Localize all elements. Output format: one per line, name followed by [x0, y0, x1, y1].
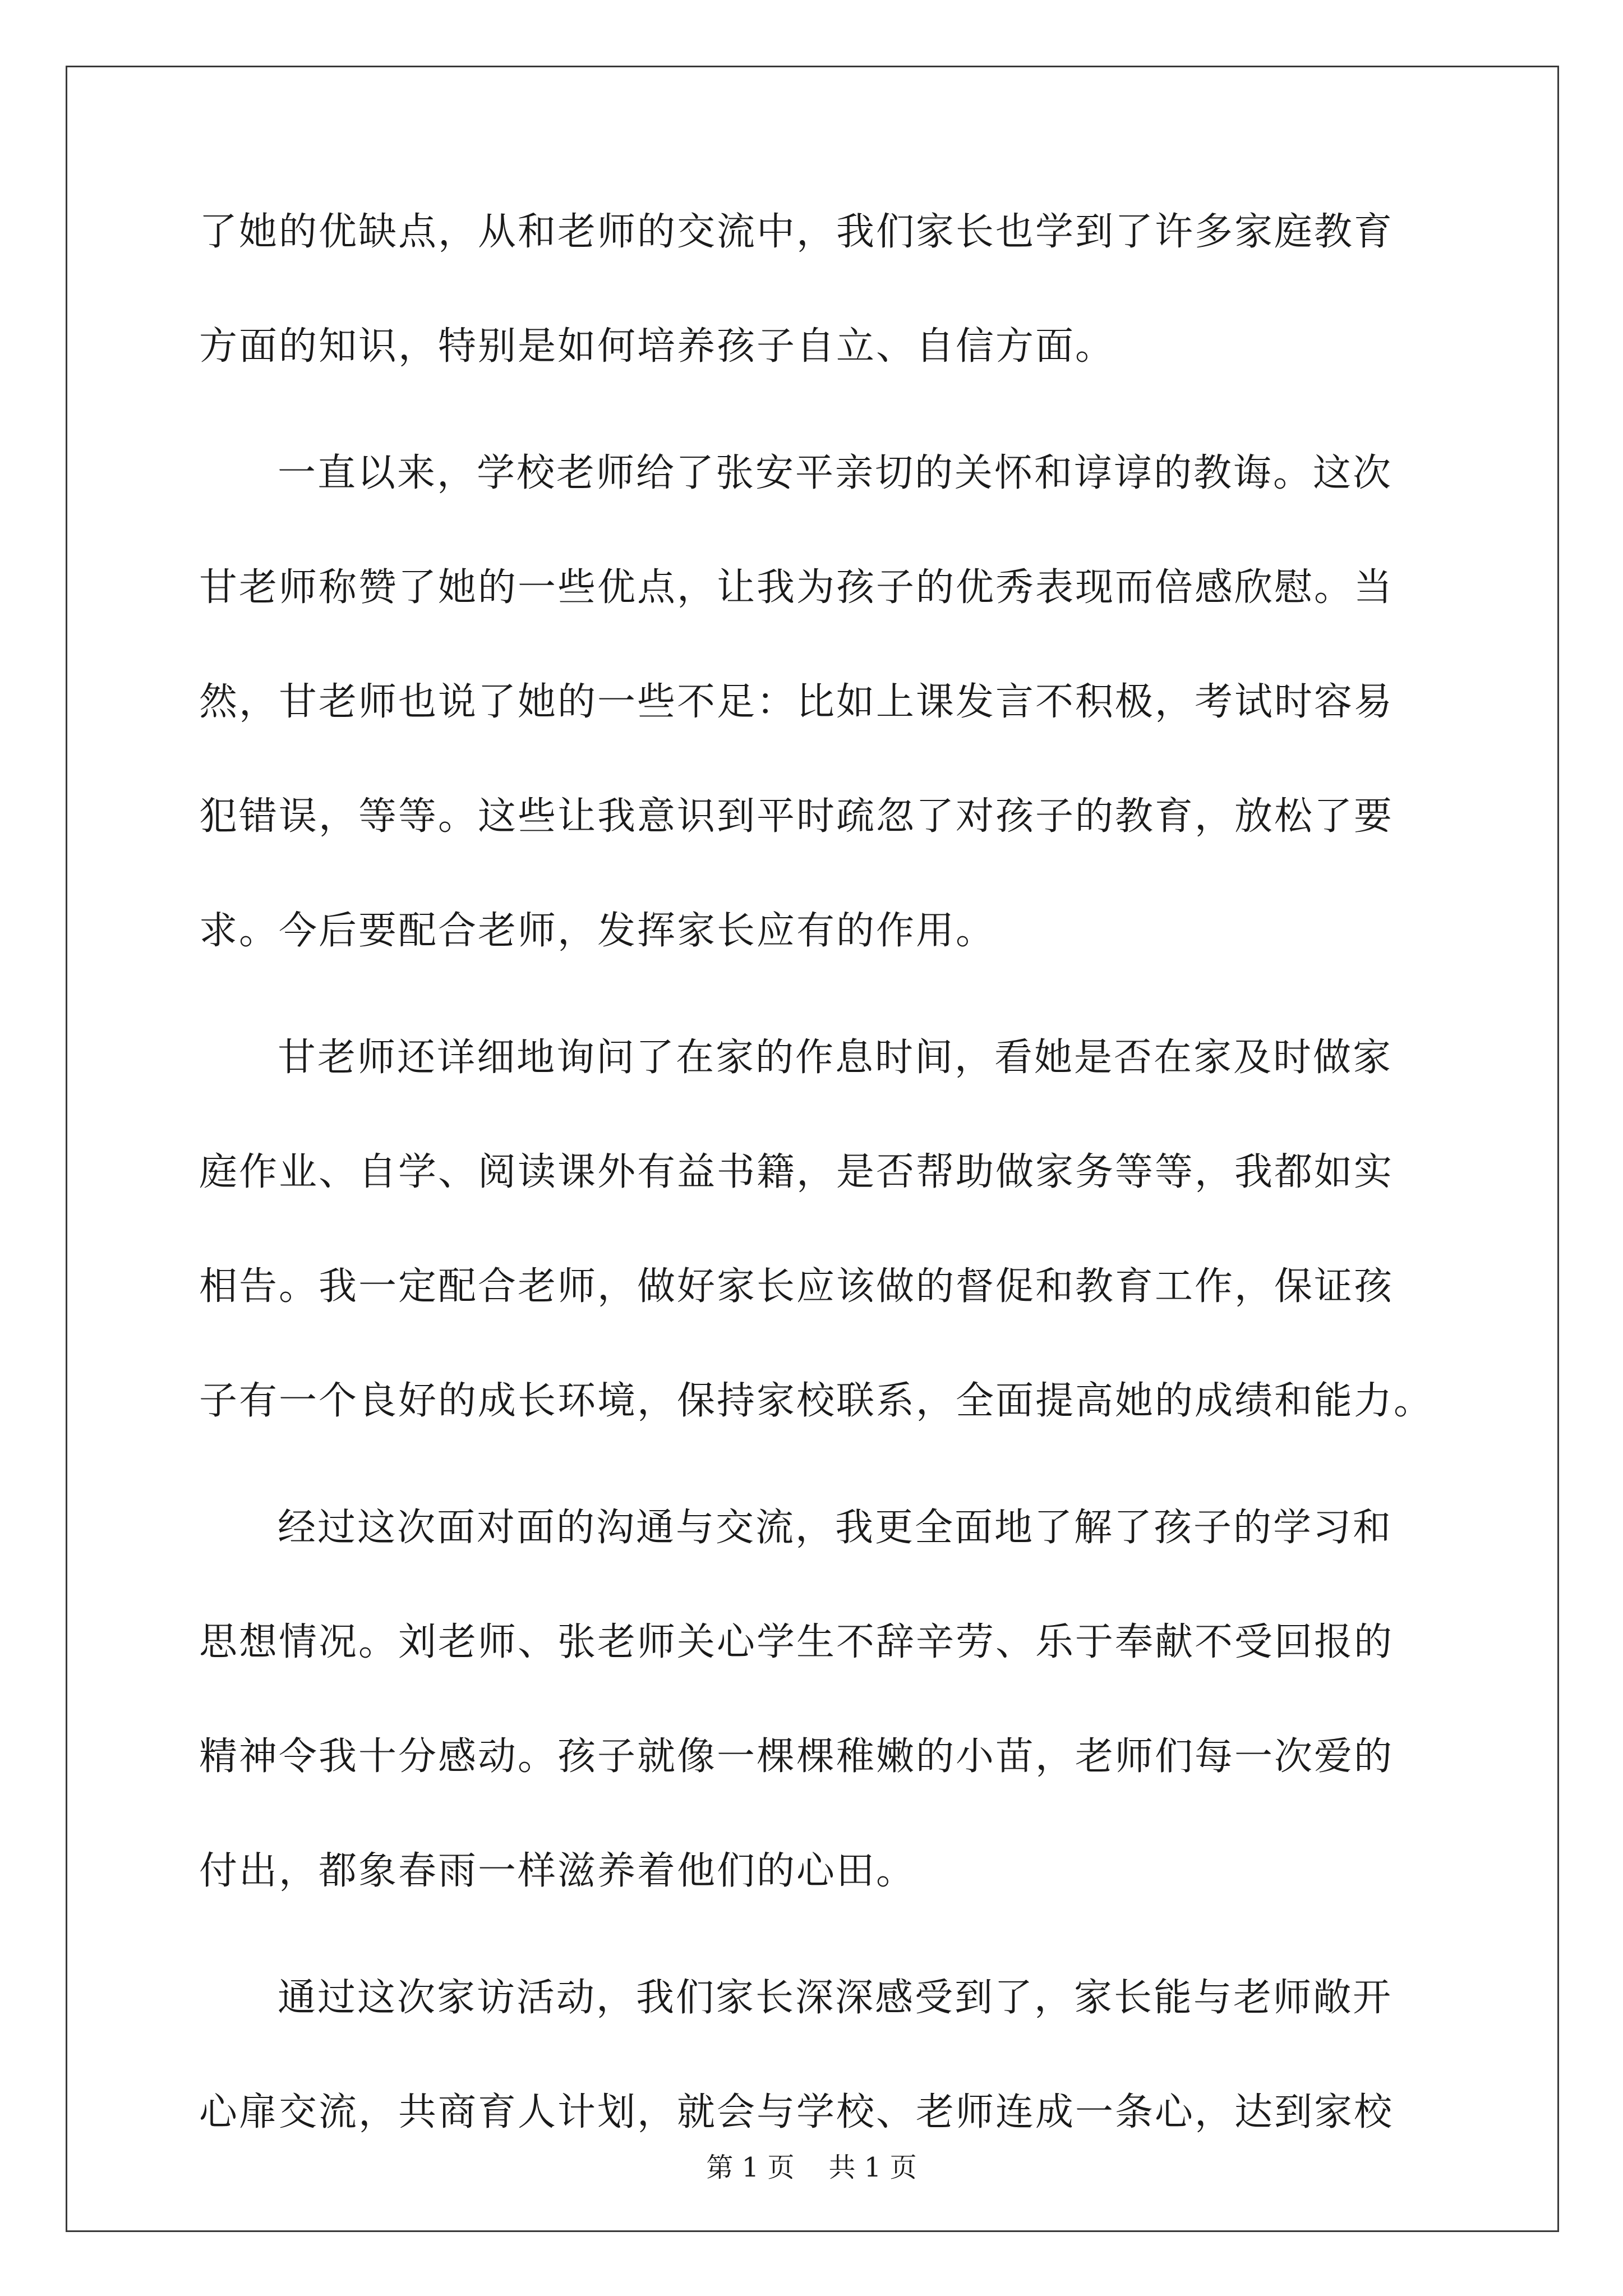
text-line: 甘老师称赞了她的一些优点，让我为孩子的优秀表现而倍感欣慰。当 [199, 565, 1394, 610]
text-line: 付出，都象春雨一样滋养着他们的心田。 [199, 1849, 916, 1893]
text-line: 子有一个良好的成长环境，保持家校联系，全面提高她的成绩和能力。 [199, 1379, 1434, 1423]
document-body [199, 210, 1450, 2208]
text-line: 求。今后要配合老师，发挥家长应有的作用。 [199, 909, 996, 953]
text-line: 庭作业、自学、阅读课外有益书籍，是否帮助做家务等等，我都如实 [199, 1150, 1394, 1194]
paragraph-start-line: 通过这次家访活动，我们家长深深感受到了，家长能与老师敞开 [278, 1976, 1393, 2020]
text-line: 了她的优缺点，从和老师的交流中，我们家长也学到了许多家庭教育 [199, 210, 1394, 254]
text-line: 相告。我一定配合老师，做好家长应该做的督促和教育工作，保证孩 [199, 1264, 1394, 1309]
text-line: 犯错误，等等。这些让我意识到平时疏忽了对孩子的教育，放松了要 [199, 794, 1394, 839]
paragraph-start-line: 经过这次面对面的沟通与交流，我更全面地了解了孩子的学习和 [278, 1506, 1393, 1550]
text-line: 方面的知识，特别是如何培养孩子自立、自信方面。 [199, 324, 1115, 369]
text-line: 思想情况。刘老师、张老师关心学生不辞辛劳、乐于奉献不受回报的 [199, 1620, 1394, 1664]
text-line: 精神令我十分感动。孩子就像一棵棵稚嫩的小苗，老师们每一次爱的 [199, 1734, 1394, 1779]
paragraph-start-line: 甘老师还详细地询问了在家的作息时间，看她是否在家及时做家 [278, 1036, 1393, 1080]
page-number-footer: 第 1 页 共 1 页 [706, 2152, 917, 2183]
paragraph-start-line: 一直以来，学校老师给了张安平亲切的关怀和谆谆的教诲。这次 [278, 451, 1393, 495]
text-line: 然，甘老师也说了她的一些不足：比如上课发言不积极，考试时容易 [199, 680, 1394, 724]
text-line: 心扉交流，共商育人计划，就会与学校、老师连成一条心，达到家校 [199, 2090, 1394, 2134]
